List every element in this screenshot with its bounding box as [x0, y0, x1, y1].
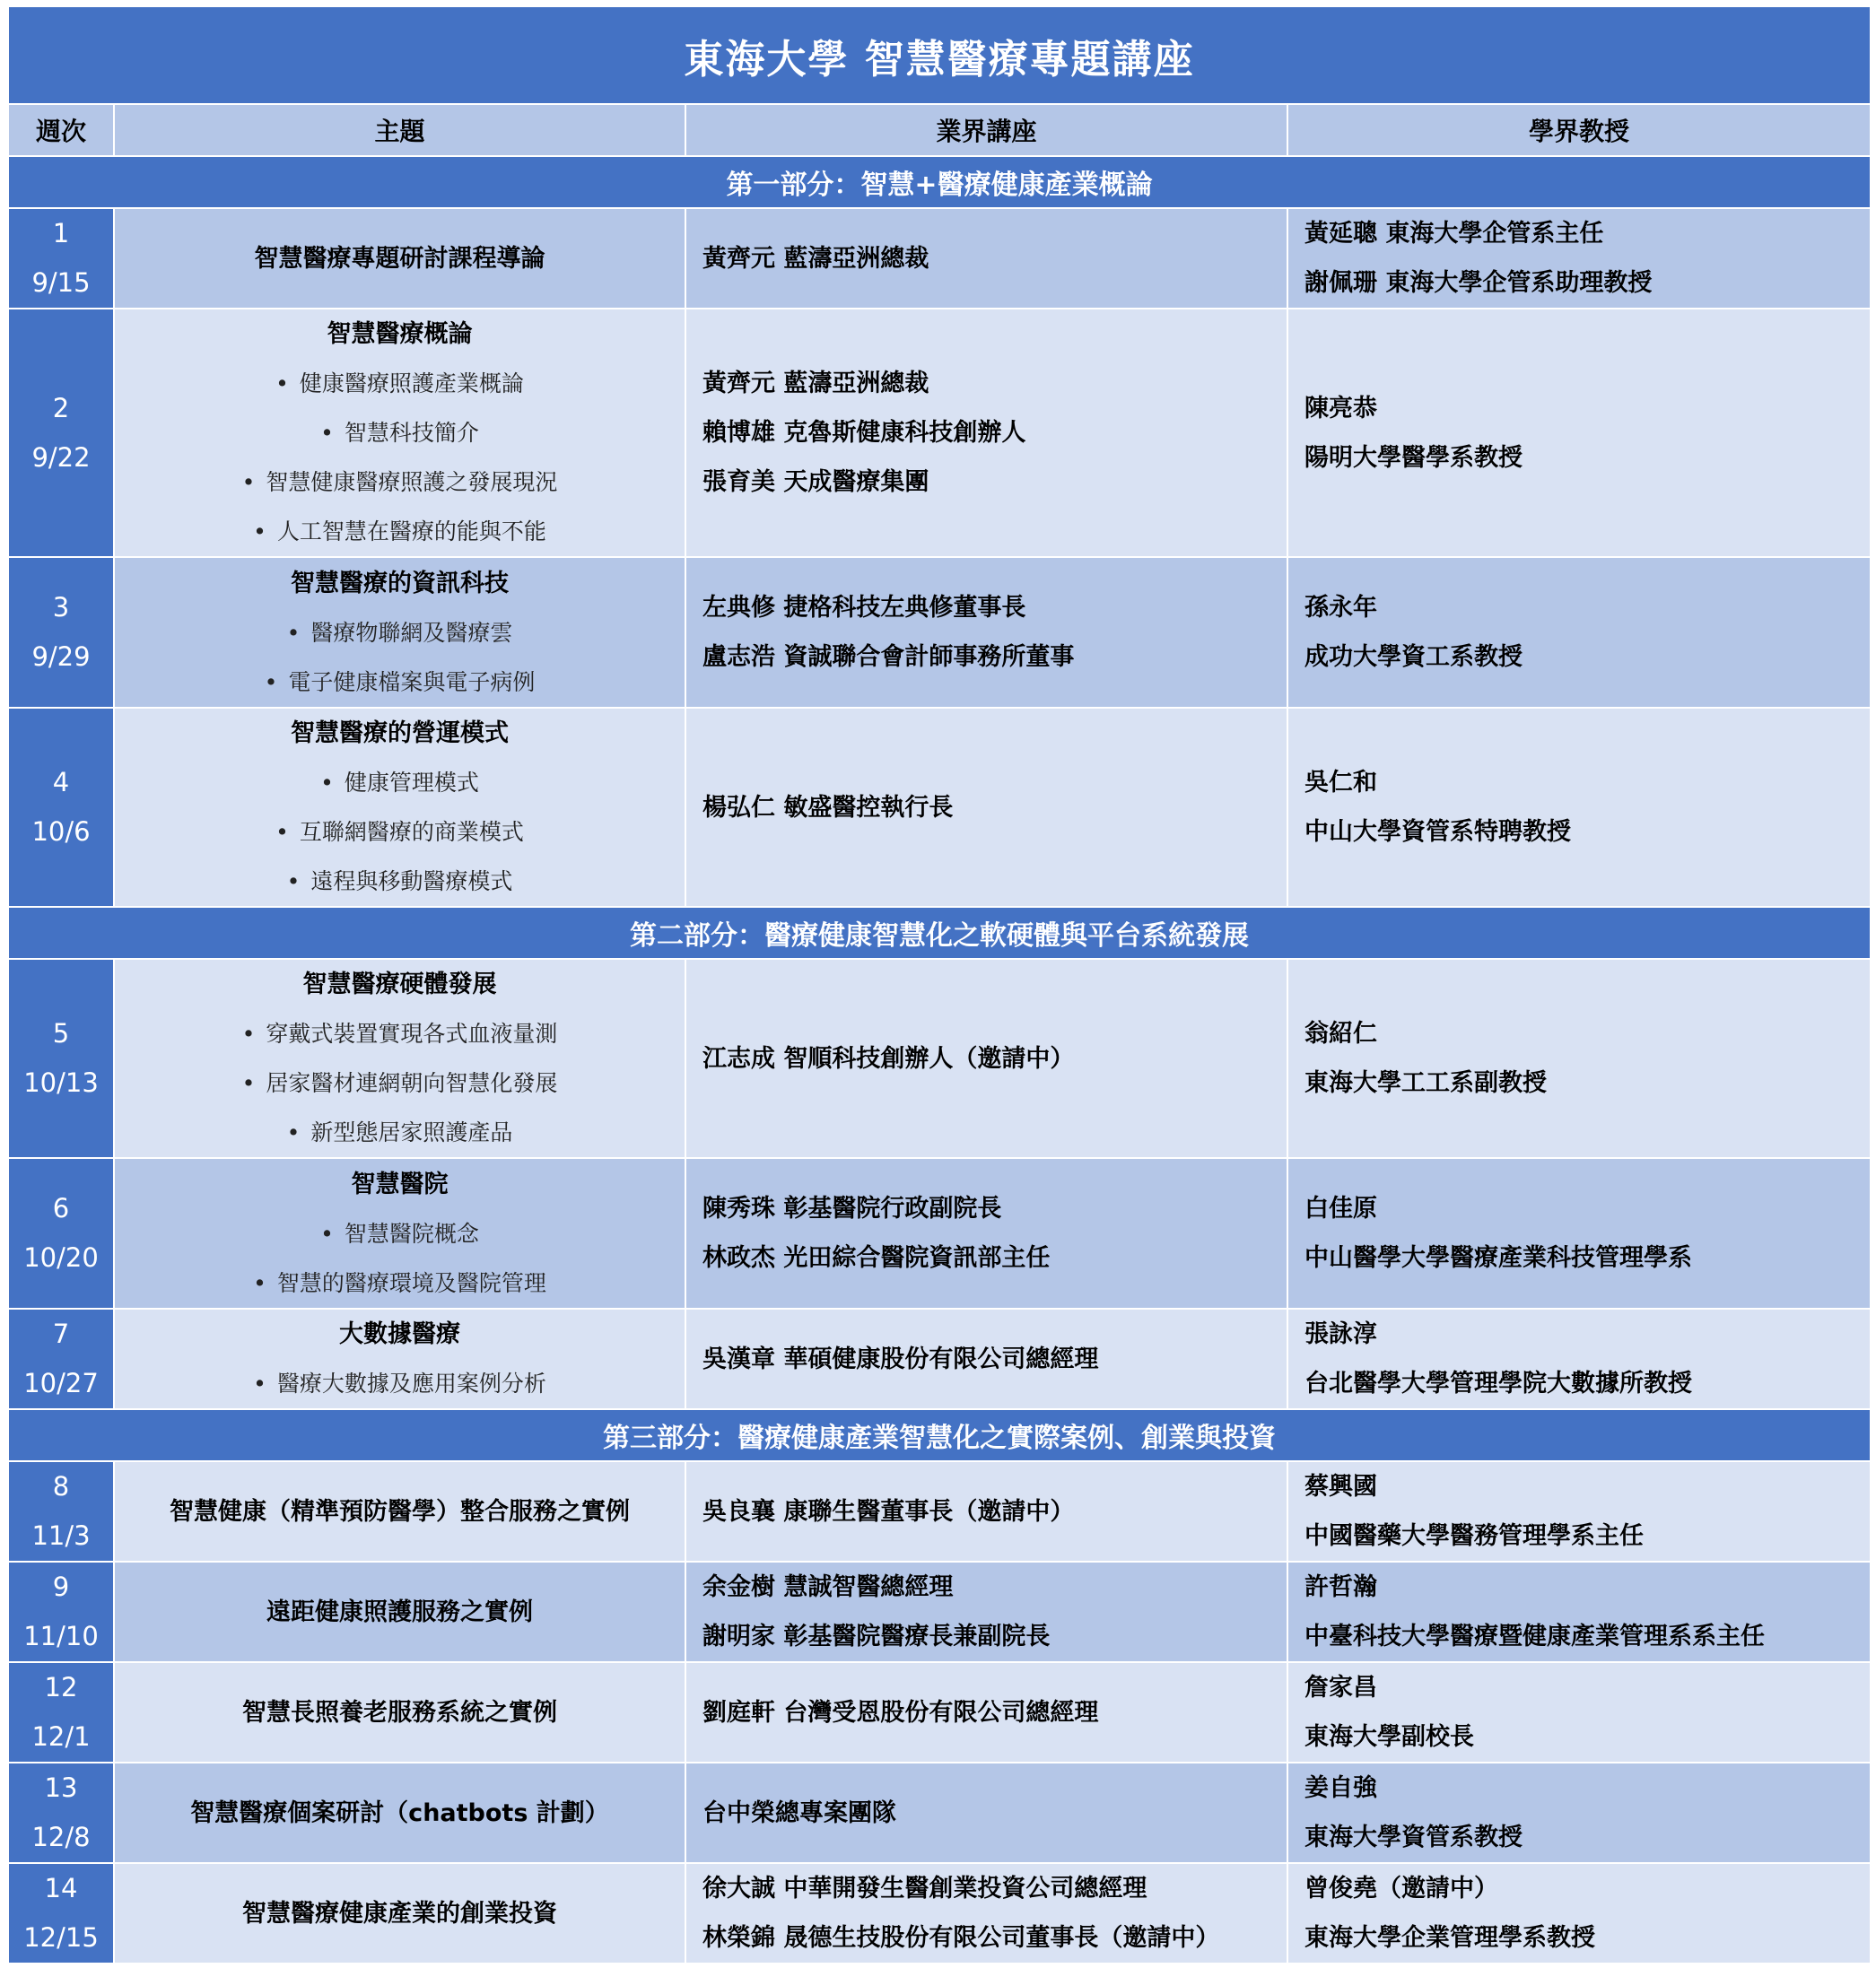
academic-cell: [1287, 1562, 1871, 1662]
header-industry: 業界講座: [685, 104, 1287, 156]
week-number: 6: [52, 1193, 70, 1223]
topic-cell: [114, 309, 685, 557]
academic-line: 蔡興國: [1304, 1473, 1377, 1501]
topic-bullet: • 穿戴式裝置實現各式血液量測: [115, 1009, 685, 1058]
topic-title: 智慧醫療專題研討課程導論: [254, 244, 545, 273]
week-cell: [8, 959, 114, 1158]
industry-speaker: 台中榮總專案團隊: [702, 1798, 896, 1827]
academic-line: 成功大學資工系教授: [1304, 643, 1523, 671]
header-topic: 主題: [114, 104, 685, 156]
topic-bullet: • 醫療物聯網及醫療雲: [115, 608, 685, 657]
industry-speaker: 江志成 智順科技創辦人（邀請中）: [702, 1044, 1075, 1073]
topic-cell: [114, 208, 685, 309]
academic-cell: [1287, 1309, 1871, 1409]
topic-cell: [114, 1461, 685, 1562]
schedule-sheet: [7, 5, 1870, 1964]
topic-bullet: • 智慧健康醫療照護之發展現況: [115, 457, 685, 507]
industry-speaker: 黃齊元 藍濤亞洲總裁: [702, 370, 929, 397]
industry-speaker: 劉庭軒 台灣受恩股份有限公司總經理: [702, 1698, 1099, 1727]
week-cell: [8, 1309, 114, 1409]
table-row: [8, 557, 1871, 708]
week-cell: [8, 557, 114, 708]
academic-line: 詹家昌: [1304, 1674, 1377, 1702]
table-row: [8, 208, 1871, 309]
topic-bullet: • 互聯網醫療的商業模式: [115, 807, 685, 857]
topic-cell: [114, 1158, 685, 1309]
week-number: 9: [52, 1572, 70, 1602]
academic-line: 黃延聰 東海大學企管系主任: [1304, 220, 1604, 248]
week-date: 9/15: [31, 267, 91, 298]
week-number: 2: [52, 392, 70, 423]
topic-bullet: • 智慧醫院概念: [115, 1209, 685, 1258]
week-date: 10/20: [23, 1242, 99, 1273]
topic-cell: [114, 557, 685, 708]
industry-cell: [685, 1158, 1287, 1309]
industry-speaker: 林政杰 光田綜合醫院資訊部主任: [702, 1244, 1051, 1272]
table-row: [8, 1158, 1871, 1309]
industry-speaker: 楊弘仁 敏盛醫控執行長: [702, 793, 954, 822]
topic-cell: [114, 708, 685, 907]
academic-line: 東海大學企業管理學系教授: [1304, 1924, 1595, 1952]
week-cell: [8, 1562, 114, 1662]
week-date: 12/8: [31, 1822, 91, 1852]
industry-speaker: 謝明家 彰基醫院醫療長兼副院長: [702, 1623, 1051, 1650]
topic-bullet: • 新型態居家照護產品: [115, 1108, 685, 1157]
industry-cell: [685, 1461, 1287, 1562]
industry-cell: [685, 959, 1287, 1158]
week-number: 4: [52, 767, 70, 797]
topic-cell: [114, 1763, 685, 1863]
academic-cell: [1287, 1662, 1871, 1763]
week-date: 9/29: [31, 641, 91, 672]
industry-cell: [685, 708, 1287, 907]
week-cell: [8, 1158, 114, 1309]
academic-line: 張詠淳: [1304, 1320, 1377, 1348]
topic-title: 智慧健康（精準預防醫學）整合服務之實例: [170, 1497, 630, 1526]
topic-bullet: • 人工智慧在醫療的能與不能: [115, 507, 685, 556]
section-row: [8, 1409, 1871, 1461]
week-number: 8: [52, 1471, 70, 1502]
topic-bullet: • 居家醫材連網朝向智慧化發展: [115, 1058, 685, 1108]
academic-cell: [1287, 959, 1871, 1158]
topic-title: 智慧醫療硬體發展: [302, 971, 497, 998]
industry-speaker: 吳漢章 華碩健康股份有限公司總經理: [702, 1345, 1099, 1373]
industry-speaker: 余金樹 慧誠智醫總經理: [702, 1573, 954, 1601]
week-date: 12/15: [23, 1922, 99, 1953]
topic-bullet: • 健康醫療照護產業概論: [115, 359, 685, 408]
table-row: [8, 1763, 1871, 1863]
topic-title: 智慧醫療概論: [327, 320, 473, 348]
academic-line: 謝佩珊 東海大學企管系助理教授: [1304, 269, 1653, 297]
academic-line: 曾俊堯（邀請中）: [1304, 1875, 1498, 1903]
industry-speaker: 左典修 捷格科技左典修董事長: [702, 594, 1026, 622]
academic-line: 許哲瀚: [1304, 1573, 1377, 1601]
topic-bullet: • 遠程與移動醫療模式: [115, 857, 685, 906]
academic-line: 陳亮恭: [1304, 394, 1377, 422]
industry-cell: [685, 1309, 1287, 1409]
academic-line: 姜自強: [1304, 1774, 1377, 1802]
header-week: 週次: [8, 104, 114, 156]
academic-line: 中國醫藥大學醫務管理學系主任: [1304, 1522, 1644, 1550]
industry-cell: [685, 1662, 1287, 1763]
section-title: 第二部分：醫療健康智慧化之軟硬體與平台系統發展: [8, 907, 1871, 959]
topic-title: 智慧醫院: [351, 1170, 449, 1198]
topic-cell: [114, 1562, 685, 1662]
week-cell: [8, 309, 114, 557]
week-cell: [8, 208, 114, 309]
topic-cell: [114, 959, 685, 1158]
week-cell: [8, 1863, 114, 1964]
week-number: 13: [44, 1772, 78, 1803]
table-row: [8, 309, 1871, 557]
table-row: [8, 1562, 1871, 1662]
week-number: 14: [44, 1873, 78, 1903]
topic-title: 智慧醫療個案研討（chatbots 計劃）: [190, 1798, 609, 1827]
topic-title: 智慧醫療的資訊科技: [291, 569, 509, 597]
topic-bullet: • 電子健康檔案與電子病例: [115, 657, 685, 707]
week-cell: [8, 708, 114, 907]
table-row: [8, 1309, 1871, 1409]
week-date: 11/10: [23, 1621, 99, 1651]
week-cell: [8, 1662, 114, 1763]
week-cell: [8, 1461, 114, 1562]
academic-cell: [1287, 557, 1871, 708]
week-cell: [8, 1763, 114, 1863]
table-row: [8, 1461, 1871, 1562]
topic-cell: [114, 1662, 685, 1763]
industry-cell: [685, 557, 1287, 708]
academic-cell: [1287, 309, 1871, 557]
section-row: [8, 156, 1871, 208]
table-row: [8, 959, 1871, 1158]
topic-cell: [114, 1863, 685, 1964]
topic-bullet: • 健康管理模式: [115, 758, 685, 807]
industry-speaker: 黃齊元 藍濤亞洲總裁: [702, 244, 929, 273]
academic-line: 中山大學資管系特聘教授: [1304, 818, 1571, 846]
industry-speaker: 陳秀珠 彰基醫院行政副院長: [702, 1195, 1002, 1223]
academic-line: 白佳原: [1304, 1195, 1377, 1223]
industry-speaker: 林榮錦 晟德生技股份有限公司董事長（邀請中）: [702, 1924, 1220, 1952]
header-row: [8, 104, 1871, 156]
academic-line: 東海大學資管系教授: [1304, 1824, 1523, 1851]
topic-title: 智慧醫療健康產業的創業投資: [242, 1899, 557, 1928]
academic-cell: [1287, 208, 1871, 309]
topic-bullet: • 醫療大數據及應用案例分析: [115, 1359, 685, 1408]
week-number: 7: [52, 1319, 70, 1349]
academic-line: 東海大學工工系副教授: [1304, 1069, 1547, 1097]
week-date: 12/1: [31, 1721, 91, 1752]
industry-speaker: 吳良襄 康聯生醫董事長（邀請中）: [702, 1497, 1075, 1526]
academic-cell: [1287, 1461, 1871, 1562]
academic-cell: [1287, 1863, 1871, 1964]
header-academic: 學界教授: [1287, 104, 1871, 156]
academic-line: 台北醫學大學管理學院大數據所教授: [1304, 1370, 1692, 1398]
page-title: 東海大學 智慧醫療專題講座: [8, 6, 1871, 104]
section-title: 第一部分：智慧+醫療健康產業概論: [8, 156, 1871, 208]
academic-cell: [1287, 708, 1871, 907]
industry-cell: [685, 1763, 1287, 1863]
topic-cell: [114, 1309, 685, 1409]
academic-cell: [1287, 1763, 1871, 1863]
topic-title: 智慧醫療的營運模式: [291, 719, 509, 747]
academic-line: 中臺科技大學醫療暨健康產業管理系系主任: [1304, 1623, 1765, 1650]
week-date: 9/22: [31, 441, 91, 473]
academic-line: 孫永年: [1304, 594, 1377, 622]
topic-bullet: • 智慧的醫療環境及醫院管理: [115, 1258, 685, 1308]
week-number: 3: [52, 592, 70, 623]
schedule-table: [7, 5, 1872, 1964]
table-row: [8, 1863, 1871, 1964]
industry-cell: [685, 1863, 1287, 1964]
industry-speaker: 徐大誠 中華開發生醫創業投資公司總經理: [702, 1875, 1147, 1903]
topic-title: 大數據醫療: [339, 1320, 460, 1348]
industry-speaker: 賴博雄 克魯斯健康科技創辦人: [702, 419, 1026, 447]
academic-line: 吳仁和: [1304, 769, 1377, 797]
industry-speaker: 張育美 天成醫療集團: [702, 468, 929, 496]
week-date: 10/13: [23, 1067, 99, 1098]
week-number: 1: [52, 218, 70, 248]
industry-cell: [685, 208, 1287, 309]
section-title: 第三部分：醫療健康產業智慧化之實際案例、創業與投資: [8, 1409, 1871, 1461]
week-date: 10/6: [31, 816, 91, 847]
academic-line: 陽明大學醫學系教授: [1304, 443, 1523, 472]
table-row: [8, 708, 1871, 907]
week-number: 5: [52, 1018, 70, 1049]
week-date: 10/27: [23, 1368, 99, 1398]
industry-cell: [685, 1562, 1287, 1662]
academic-cell: [1287, 1158, 1871, 1309]
week-date: 11/3: [31, 1520, 91, 1551]
industry-cell: [685, 309, 1287, 557]
section-row: [8, 907, 1871, 959]
topic-title: 遠距健康照護服務之實例: [266, 1598, 533, 1626]
week-number: 12: [44, 1672, 78, 1702]
topic-bullet: • 智慧科技簡介: [115, 408, 685, 457]
academic-line: 東海大學副校長: [1304, 1723, 1474, 1751]
industry-speaker: 盧志浩 資誠聯合會計師事務所董事: [702, 643, 1075, 671]
topic-title: 智慧長照養老服務系統之實例: [242, 1698, 557, 1727]
table-row: [8, 1662, 1871, 1763]
academic-line: 翁紹仁: [1304, 1020, 1377, 1048]
academic-line: 中山醫學大學醫療產業科技管理學系: [1304, 1244, 1692, 1272]
